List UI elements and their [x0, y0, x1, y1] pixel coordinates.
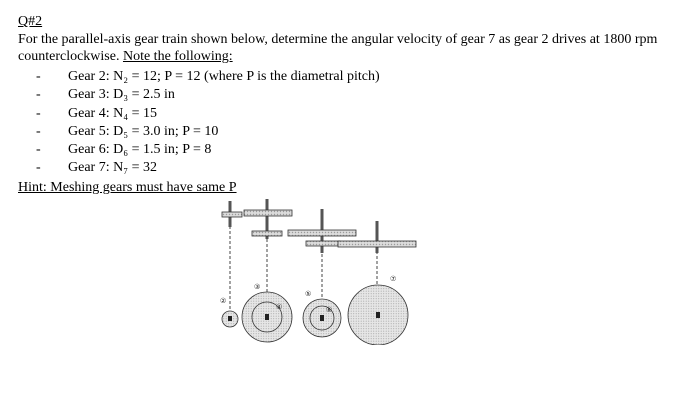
gear-label: ⑤	[305, 290, 312, 298]
gear-7-side	[338, 241, 416, 247]
hint-text: Hint: Meshing gears must have same P	[18, 180, 237, 195]
gear-3-side	[244, 210, 292, 216]
gear-5-side	[288, 230, 356, 236]
problem-statement	[18, 31, 678, 65]
gear-spec: Gear 2: N₂ = 12; P = 12 (where P is the diametral pitch)	[68, 69, 380, 84]
gear-spec: Gear 4: N₄ = 15	[68, 105, 157, 121]
gear-label: ⑦	[390, 275, 397, 283]
intro-text: For the parallel-axis gear train shown below, determine the angular velocity of gear 7 as gear 2 drives at 1800 rpm counterclockwise.	[18, 32, 658, 64]
bullet-dash: -	[36, 105, 41, 121]
gear-spec-list	[36, 68, 380, 178]
gear-label: ③	[254, 283, 261, 291]
gear-spec: Gear 6: D₆ = 1.5 in; P = 8	[68, 142, 212, 158]
gear-4-side	[252, 231, 282, 236]
list-item	[36, 105, 380, 123]
list-item	[36, 123, 380, 141]
gear-spec: Gear 5: D₅ = 3.0 in; P = 10	[68, 123, 219, 139]
bullet-dash: -	[36, 69, 41, 84]
list-item	[36, 159, 380, 177]
bullet-dash: -	[36, 160, 41, 176]
gear-label: ⑥	[326, 306, 333, 314]
note-heading: Note the following:	[122, 49, 233, 64]
list-item	[36, 141, 380, 159]
gear-spec: Gear 3: D₃ = 2.5 in	[68, 87, 175, 103]
question-number: Q#2	[18, 14, 43, 29]
list-item	[36, 68, 380, 86]
list-item	[36, 86, 380, 104]
gear-train-figure	[210, 195, 420, 345]
gear-side-views	[222, 210, 416, 247]
gear-label: ④	[276, 303, 283, 311]
gear-6-side	[306, 241, 340, 246]
bullet-dash: -	[36, 87, 41, 103]
gear-front-views	[222, 285, 408, 345]
bullet-dash: -	[36, 142, 41, 158]
gear-2-side	[222, 212, 242, 217]
gear-spec: Gear 7: N₇ = 32	[68, 160, 157, 176]
gear-label: ②	[220, 297, 227, 305]
bullet-dash: -	[36, 123, 41, 139]
